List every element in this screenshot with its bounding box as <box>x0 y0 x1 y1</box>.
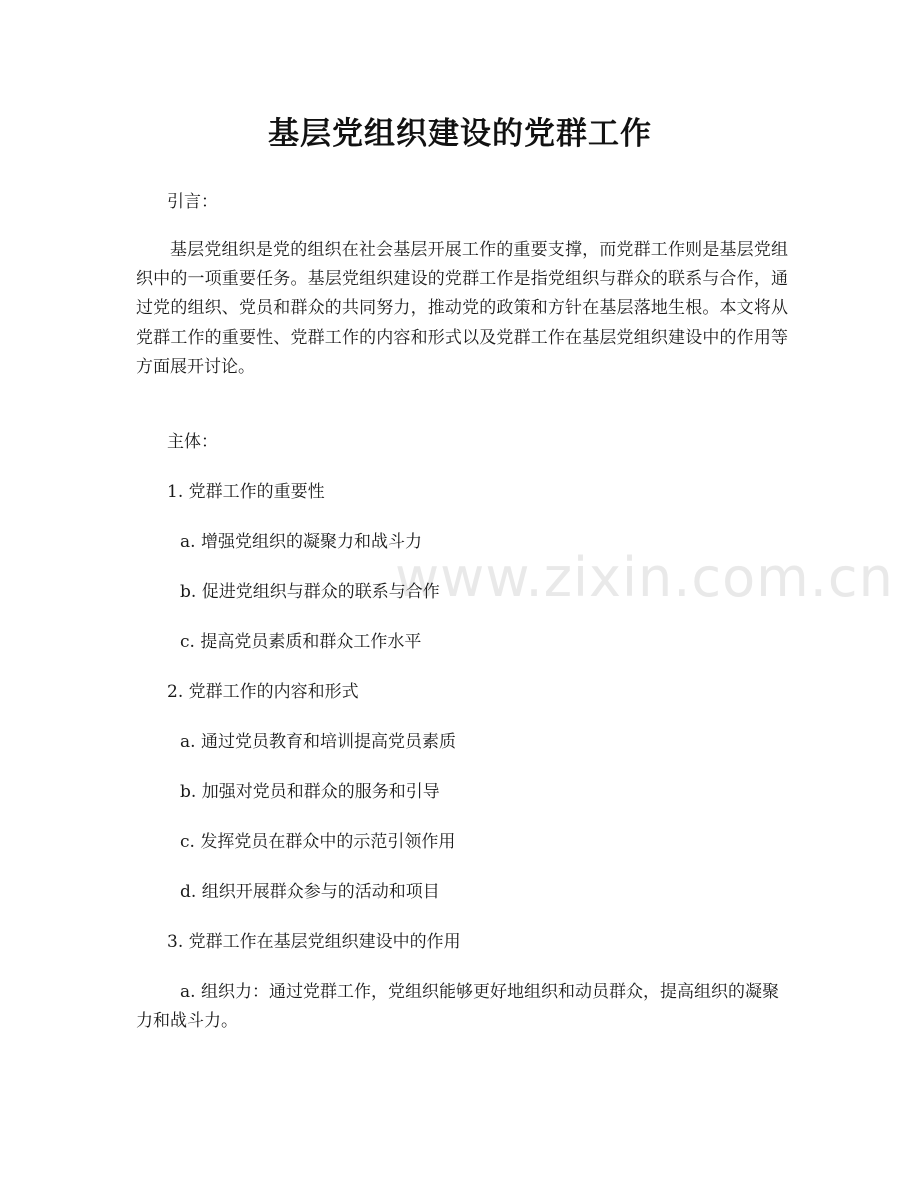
section-heading: 2. 党群工作的内容和形式 <box>167 682 359 702</box>
section-heading: 1. 党群工作的重要性 <box>167 482 325 502</box>
section-paragraph: a. 组织力：通过党群工作，党组织能够更好地组织和动员群众，提高组织的凝聚力和战斗力。 <box>136 982 779 1032</box>
list-item: c. 发挥党员在群众中的示范引领作用 <box>180 832 456 852</box>
list-item: c. 提高党员素质和群众工作水平 <box>180 632 422 652</box>
intro-heading: 引言： <box>167 192 218 212</box>
list-item: b. 加强对党员和群众的服务和引导 <box>180 782 440 802</box>
section-heading: 3. 党群工作在基层党组织建设中的作用 <box>167 932 461 952</box>
list-item: b. 促进党组织与群众的联系与合作 <box>180 582 440 602</box>
watermark: www.zixin.com.cn <box>395 546 894 609</box>
list-item: a. 增强党组织的凝聚力和战斗力 <box>180 532 422 552</box>
document-title: 基层党组织建设的党群工作 <box>268 116 652 152</box>
intro-paragraph: 基层党组织是党的组织在社会基层开展工作的重要支撑，而党群工作则是基层党组织中的一项重要任务。基层党组织建设的党群工作是指党组织与群众的联系与合作，通过党的组织、党员和群众的共同努力，推动党的政策和方针在基层落地生根。本文将从党群工作的重要性、党群工作的内容和形式以及党群工作在基层党组织建设中的作用等方面展开讨论。 <box>136 240 788 377</box>
list-item: d. 组织开展群众参与的活动和项目 <box>180 882 440 902</box>
list-item: a. 通过党员教育和培训提高党员素质 <box>180 732 456 752</box>
body-heading: 主体： <box>167 432 218 452</box>
